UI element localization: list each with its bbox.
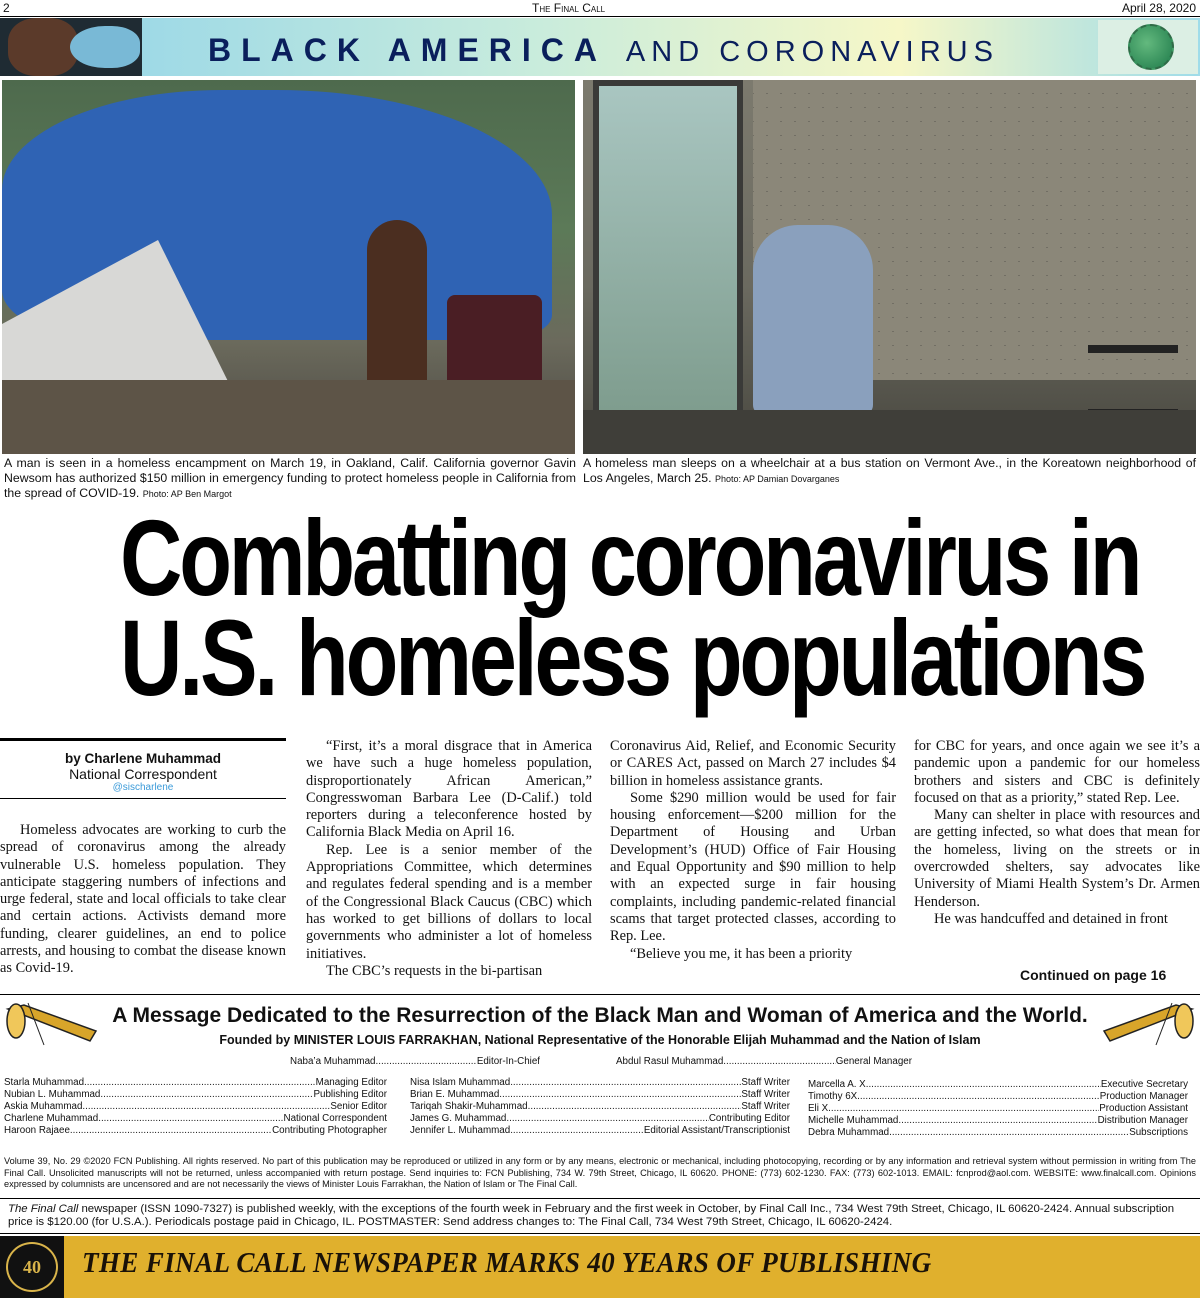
photo-credit: Photo: AP Damian Dovarganes [714,474,840,484]
paragraph: for CBC for years, and once again we see it’s a pandemic upon a pandemic for our homeless brothers and sisters and CBC is definitely focused on that as a priority,” stated Rep. Lee. [914,738,1200,806]
photo-credit: Photo: AP Ben Margot [142,489,232,499]
staff-title: Editorial Assistant/Transcriptionist [643,1125,790,1136]
staff-title: Contributing Photographer [272,1125,387,1136]
staff-name: Tariqah Shakir-Muhammad [410,1101,528,1112]
staff-list-2 [410,1077,790,1137]
staff-name: Starla Muhammad [4,1077,85,1088]
paragraph: “First, it’s a moral disgrace that in America we have such a huge homeless population, disproportionately African American,” Congresswoman Barbara Lee (D-Calif.) told reporters during a teleconference hosted by California Black Media on April 16. [306,738,592,841]
staff-title: Production Manager [1099,1091,1188,1102]
photo-caption-2 [583,456,1196,487]
staff-name: Charlene Muhammad [4,1113,99,1124]
article-column-4 [914,738,1200,928]
staff-name: Timothy 6X. [808,1091,860,1102]
author-handle[interactable]: @sischarlene [112,782,174,793]
staff-name: Nisa Islam Muhammad [410,1077,511,1088]
staff-name: Marcella A. X. [808,1079,869,1090]
staff-name: Naba’a Muhammad [290,1056,376,1067]
section-title-bold: BLACK AMERICA [208,32,608,68]
legal-notice: Volume 39, No. 29 ©2020 FCN Publishing. All rights reserved. No part of this publication may be reproduced or utilized in any form or by any means, electronic or mechanical, including photocopying, recording or by any information and retrieval system without permission in writing from The Final Call. Unsolicited manuscripts will not be returned, unless accompanied with return postage. Send inquiries to: FCN Publishing, 734 W. 79th Street, Chicago, IL 60620. PHONE: (773) 602-1230. FAX: (773) 602-1013. EMAIL: fcnprod@aol.com. WEBSITE: www.finalcall.com. Opinions expressed by columnists are uncensored and are not necessarily the views of Minister Louis Farrakhan, the Nation of Islam or The Final Call. [4,1156,1196,1189]
article-column-1 [0,822,286,978]
staff-name: Askia Muhammad [4,1101,83,1112]
founder-line: Founded by MINISTER LOUIS FARRAKHAN, National Representative of the Honorable Elijah Muhammad and the Nation of Islam [219,1033,981,1047]
staff-name: Nubian L. Muhammad [4,1089,101,1100]
caption-text: A man is seen in a homeless encampment on March 19, in Oakland, Calif. California governor Gavin Newsom has authorized $150 million in emergency funding to protect homeless people in California from the spread of COVID-19. [4,456,576,500]
staff-title: Subscriptions [1129,1127,1188,1138]
issue-date: April 28, 2020 [1121,1,1196,15]
staff-title: Publishing Editor [313,1089,387,1100]
staff-top-2 [616,1056,912,1068]
subscription-paper-name: The Final Call [8,1203,79,1215]
headline-line-1: Combatting coronavirus in [120,497,1140,618]
article-column-3 [610,738,896,963]
paragraph: “Believe you me, it has been a priority [630,945,853,962]
section-title [208,32,999,69]
staff-title: Editor-In-Chief [476,1056,540,1067]
continued-link[interactable]: Continued on page 16 [1020,967,1167,983]
staff-title: Managing Editor [315,1077,387,1088]
virus-icon [1098,20,1198,74]
staff-top-1 [290,1056,540,1068]
article-column-2 [306,738,592,980]
headline-line-2: U.S. homeless populations [120,597,1145,718]
article-headline [120,497,1145,718]
section-banner [0,18,1200,76]
staff-name: Eli X. [808,1103,831,1114]
staff-title: Staff Writer [741,1089,790,1100]
trumpet-icon [4,1001,100,1047]
staff-name: Abdul Rasul Muhammad [616,1056,724,1067]
staff-name: Debra Muhammad [808,1127,890,1138]
caption-text: A homeless man sleeps on a wheelchair at a bus station on Vermont Ave., in the Koreatown neighborhood of Los Angeles, March 25. [583,456,1196,485]
page-number: 2 [3,1,10,15]
subscription-notice [0,1198,1200,1234]
staff-title: Staff Writer [741,1077,790,1088]
staff-title: Senior Editor [330,1101,387,1112]
bus-station-photo [583,80,1196,454]
staff-name: Jennifer L. Muhammad [410,1125,511,1136]
staff-name: Michelle Muhammad [808,1115,899,1126]
staff-name: Haroon Rajaee [4,1125,70,1136]
anniversary-logo [0,1236,64,1298]
author-role: National Correspondent [69,766,217,782]
paragraph: He was handcuffed and detained in front [934,910,1168,927]
byline [0,738,286,799]
anniversary-logo-text: 40 [6,1242,58,1292]
staff-title: Executive Secretary [1100,1079,1188,1090]
staff-name: Brian E. Muhammad [410,1089,500,1100]
staff-title: Staff Writer [741,1101,790,1112]
encampment-photo [2,80,575,454]
staff-title: Distribution Manager [1097,1115,1188,1126]
dedication-line: A Message Dedicated to the Resurrection of the Black Man and Woman of America and the World. [112,1004,1088,1027]
paragraph: The CBC’s requests in the bi-partisan [326,962,543,979]
staff-list-3 [808,1079,1188,1139]
staff-title: Production Assistant [1099,1103,1188,1114]
anniversary-title: THE FINAL CALL NEWSPAPER MARKS 40 YEARS OF PUBLISHING [82,1248,932,1279]
paragraph: Rep. Lee is a senior member of the Appropriations Committee, which determines and regulates federal spending and is a member of the Congressional Black Caucus (CBC) which has worked to get billions of dollars to local governments who administer a lot of homeless initiatives. [306,841,592,962]
author-name: by Charlene Muhammad [64,751,222,766]
trumpet-icon [1100,1001,1196,1047]
paragraph: Many can shelter in place with resources and are getting infected, so what does that mean for the homeless, living on the streets or in overcrowded shelters, say advocates like University of Miami Health System’s Dr. Armen Henderson. [914,807,1200,910]
paragraph: Homeless advocates are working to curb the spread of coronavirus among the already vulnerable U.S. homeless population. They anticipate staggering numbers of infections and urge federal, state and local officials to take clear and certain actions. Activists demand more funding, clearer guidelines, an end to police arrests, and housing to combat the disease known as Covid-19. [0,822,286,977]
staff-title: National Correspondent [283,1113,387,1124]
photo-caption-1 [4,456,576,502]
anniversary-banner [0,1236,1200,1298]
page-header [0,0,1200,17]
staff-list-1 [4,1077,387,1137]
staff-name: James G. Muhammad [410,1113,507,1124]
subscription-text: newspaper (ISSN 1090-7327) is published weekly, with the exceptions of the fourth week in February and the first week in October, by Final Call Inc., 734 West 79th Street, Chicago, IL 60620-2424. Annual subscription price is $120.00 (for U.S.A.). Periodicals postage paid in Chicago, IL. POSTMASTER: Send address changes to: The Final Call, 734 West 79th Street, Chicago, IL 60620-2424. [8,1203,1175,1228]
staff-title: Contributing Editor [708,1113,790,1124]
section-title-light: AND CORONAVIRUS [625,36,999,68]
paragraph: Some $290 million would be used for fair housing enforcement—$200 million for the Department of Housing and Urban Development’s (HUD) Office of Fair Housing and Equal Opportunity and $90 million to help with an expected surge in fair housing complaints, including pandemic-related financial scams that target protected classes, according to Rep. Lee. [610,789,896,945]
paragraph: Coronavirus Aid, Relief, and Economic Security or CARES Act, passed on March 27 includes $4 billion in homeless assistance grants. [610,738,896,789]
masked-person-image [0,18,142,76]
staff-title: General Manager [835,1056,912,1067]
publication-name: The Final Call [532,1,606,15]
